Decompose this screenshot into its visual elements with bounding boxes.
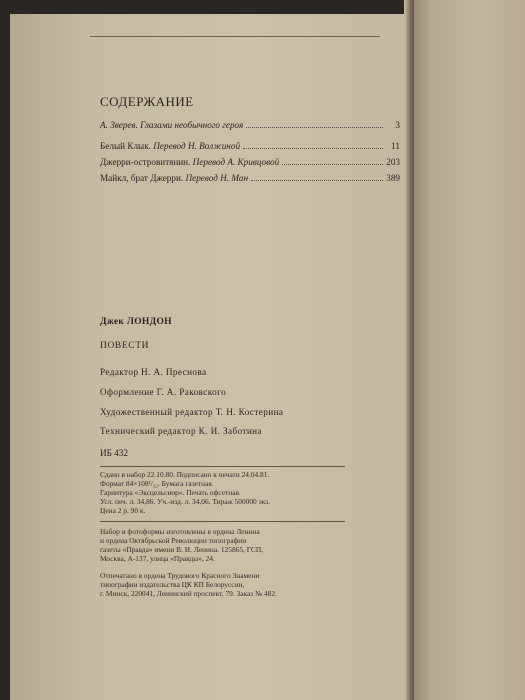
print-detail-line: Усл. печ. л. 34,86. Уч.-изд. л. 34,06. Тираж 500000 экз. xyxy=(100,497,271,506)
toc-entry-label xyxy=(100,141,240,151)
typesetting-line: Набор и фотоформы изготовлены в ордена Ленина xyxy=(100,527,260,536)
toc-entry-label xyxy=(100,173,248,183)
toc-entry-page: 389 xyxy=(386,173,400,183)
imprint-rule xyxy=(100,466,345,467)
book-work-title: ПОВЕСТИ xyxy=(100,341,150,351)
facing-page xyxy=(410,0,525,700)
printing-line: Отпечатано в ордена Трудового Красного Знамени xyxy=(100,571,260,580)
toc-entry-page: 11 xyxy=(391,141,400,151)
toc-entry-page: 203 xyxy=(386,157,400,167)
toc-entry-label xyxy=(100,157,279,167)
print-detail-line: Цена 2 р. 90 к. xyxy=(100,506,146,515)
toc-leader-dots xyxy=(251,180,383,181)
toc-entry xyxy=(100,141,400,154)
toc-leader-dots xyxy=(282,164,383,165)
toc-entry xyxy=(100,157,400,170)
book-author: Джек ЛОНДОН xyxy=(100,317,172,327)
ib-number: ИБ 432 xyxy=(100,448,128,458)
typesetting-line: газеты «Правда» имени В. И. Ленина. 125865, ГСП, xyxy=(100,545,264,554)
toc-entry-label xyxy=(100,120,243,130)
print-detail-line: Сдано в набор 22.10.80. Подписано к печати 24.04.81. xyxy=(100,470,270,479)
toc-entry-translator: Перевод Н. Ман xyxy=(185,173,249,183)
toc-entry xyxy=(100,120,400,133)
toc-entry-title: Глазами необычного героя xyxy=(137,120,244,130)
top-rule xyxy=(90,36,380,37)
toc-entry xyxy=(100,173,400,186)
typesetting-line: и ордена Октябрьской Революции типографии xyxy=(100,536,247,545)
toc-entry-title: Майкл, брат Джерри. xyxy=(100,173,186,183)
toc-leader-dots xyxy=(246,127,383,128)
printing-line: г. Минск, 220041, Ленинский проспект, 79. Заказ № 482. xyxy=(100,589,277,598)
toc-entry-translator: Перевод Н. Волжиной xyxy=(153,141,241,151)
toc-entry-title: Джерри-островитянин. xyxy=(100,157,193,167)
credit-line: Технический редактор К. И. Заботина xyxy=(100,426,262,436)
imprint-rule xyxy=(100,521,345,522)
printing-line: типографии издательства ЦК КП Белоруссии, xyxy=(100,580,245,589)
toc-entry-title: Белый Клык. xyxy=(100,141,154,151)
credit-line: Редактор Н. А. Преснова xyxy=(100,367,207,377)
toc-heading: СОДЕРЖАНИЕ xyxy=(100,94,194,109)
credit-line: Художественный редактор Т. Н. Костерина xyxy=(100,407,284,417)
typesetting-line: Москва, А-137, улица «Правды», 24. xyxy=(100,554,215,563)
toc-leader-dots xyxy=(243,148,383,149)
toc-entry-page: 3 xyxy=(395,120,400,130)
toc-entry-author: А. Зверев. xyxy=(100,120,138,130)
toc-entry-translator: Перевод А. Кривцовой xyxy=(192,157,280,167)
print-detail-line: Формат 84×108¹/₃₂. Бумага газетная. xyxy=(100,479,214,488)
print-detail-line: Гарнитура «Эксцельсиор». Печать офсетная. xyxy=(100,488,241,497)
credit-line: Оформление Г. А. Раковского xyxy=(100,387,227,397)
